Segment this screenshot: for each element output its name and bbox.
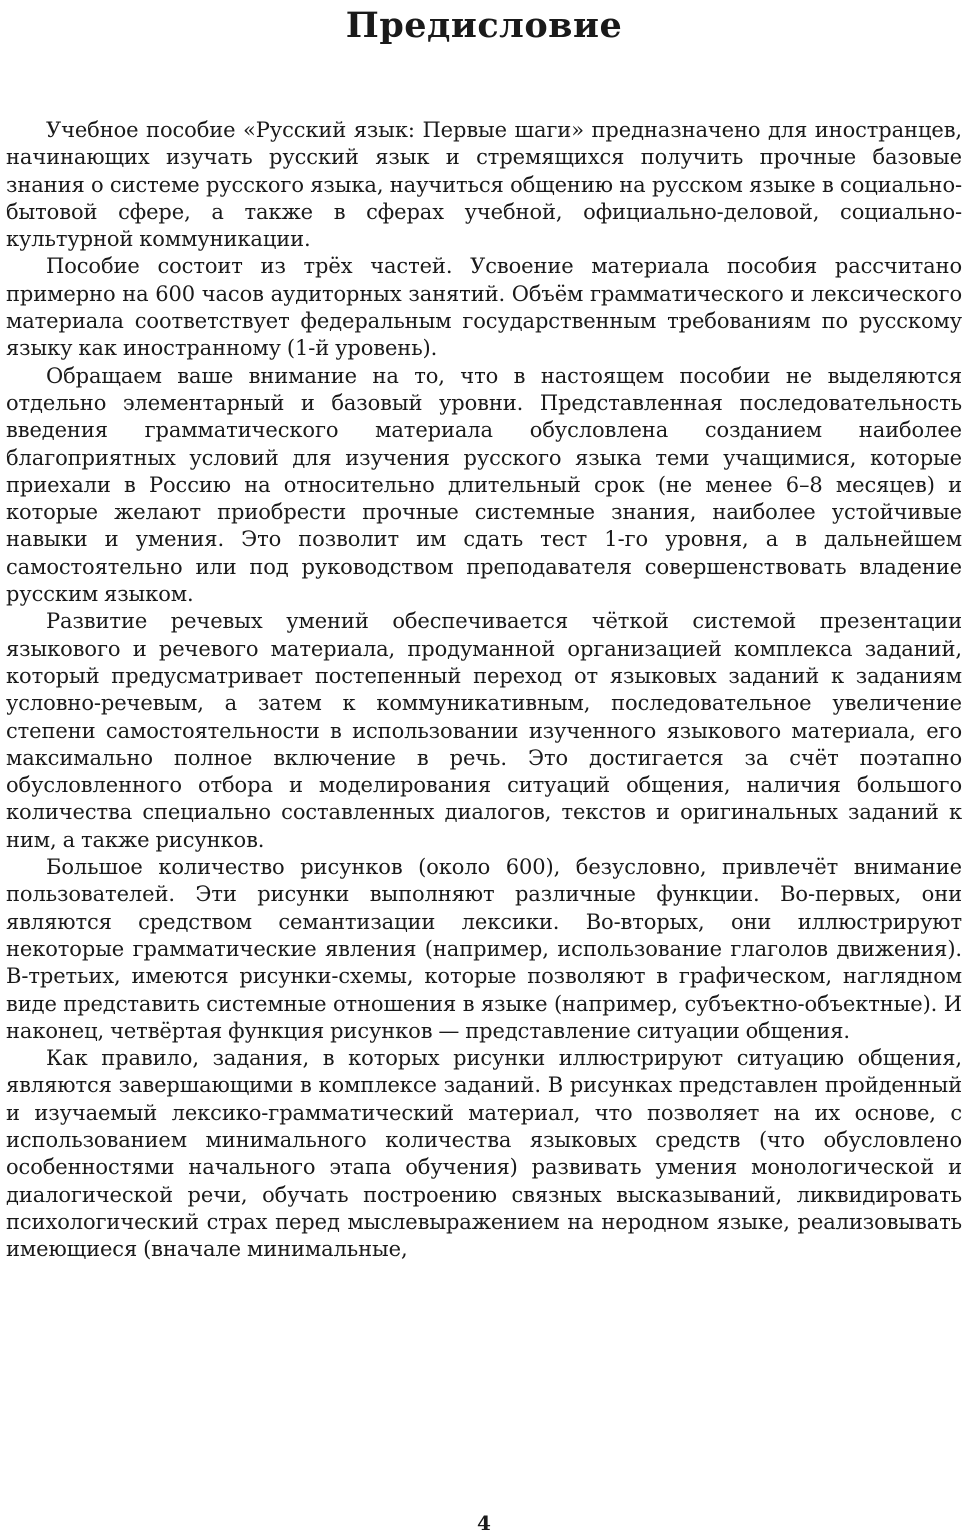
paragraph: Как правило, задания, в которых рисунки иллюстрируют ситуацию общения, являются завершающими в комплексе заданий. В рисунках представлен пройденный и изучаемый лексико-грамматический материал, что позволяет на их основе, с использованием минимального количества языковых средств (что обусловлено особенностями начального этапа обучения) развивать умения монологической и диалогической речи, обучать построению связных высказываний, ликвидировать психологический страх перед мыслевыражением на неродном языке, реализовывать имеющиеся (вначале минимальные, [6, 1046, 962, 1262]
page-number: 4 [477, 1511, 491, 1535]
paragraph: Большое количество рисунков (около 600), безусловно, привлечёт внимание пользователей. Эти рисунки выполняют различные функции. Во-первых, они являются средством семантизации лексики. Во-вторых, они иллюстрируют некоторые грамматические явления (например, использование глаголов движения). В-третьих, имеются рисунки-схемы, которые позволяют в графическом, наглядном виде представить системные отношения в языке (например, субъектно-объектные). И наконец, четвёртая функция рисунков — представление ситуации общения. [6, 855, 962, 1043]
page-title: Предисловие [345, 5, 623, 46]
preface-body [6, 117, 962, 1263]
paragraph: Обращаем ваше внимание на то, что в настоящем пособии не выделяются отдельно элементарный и базовый уровни. Представленная последовательность введения грамматического материала обусловлена созданием наиболее благоприятных условий для изучения русского языка теми учащимися, которые приехали в Россию на относительно длительный срок (не менее 6–8 месяцев) и которые желают приобрести прочные системные знания, наиболее устойчивые навыки и умения. Это позволит им сдать тест 1-го уровня, а в дальнейшем самостоятельно или под руководством преподавателя совершенствовать владение русским языком. [6, 363, 962, 607]
paragraph: Пособие состоит из трёх частей. Усвоение материала пособия рассчитано примерно на 600 часов аудиторных занятий. Объём грамматического и лексического материала соответствует федеральным государственным требованиям по русскому языку как иностранному (1-й уровень). [6, 254, 962, 361]
paragraph: Учебное пособие «Русский язык: Первые шаги» предназначено для иностранцев, начинающих изучать русский язык и стремящихся получить прочные базовые знания о системе русского языка, научиться общению на русском языке в социально-бытовой сфере, а также в сферах учебной, официально-деловой, социально-культурной коммуникации. [6, 118, 962, 252]
paragraph: Развитие речевых умений обеспечивается чёткой системой презентации языкового и речевого материала, продуманной организацией комплекса заданий, который предусматривает постепенный переход от языковых заданий к заданиям условно-речевым, а затем к коммуникативным, последовательное увеличение степени самостоятельности в использовании изученного языкового материала, его максимально полное включение в речь. Это достигается за счёт поэтапно обусловленного отбора и моделирования ситуаций общения, наличия большого количества специально составленных диалогов, текстов и оригинальных заданий к ним, а также рисунков. [6, 609, 962, 852]
